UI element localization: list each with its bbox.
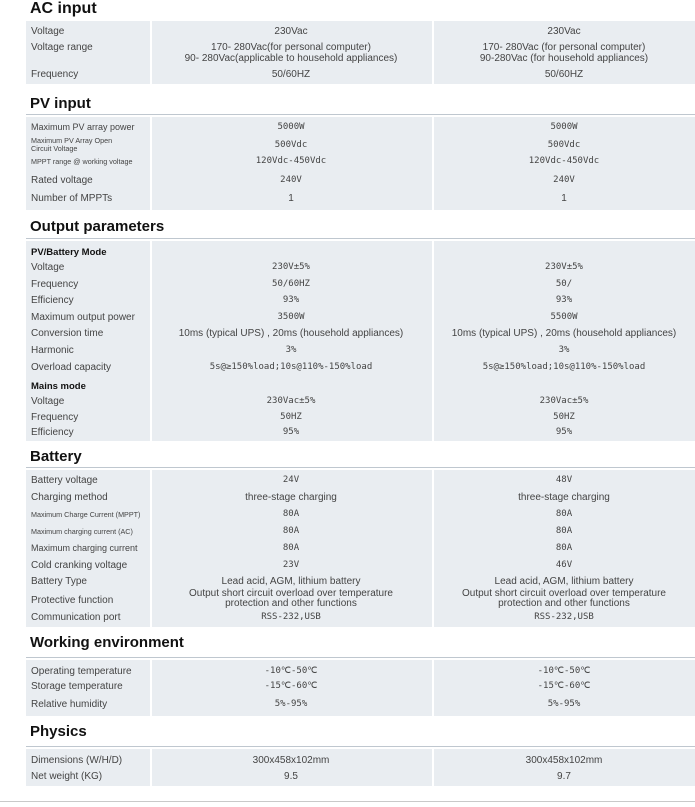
spec-value-col1: -15℃-60℃ [264, 681, 318, 691]
spec-label: Voltage [31, 396, 65, 407]
spec-value-col1: 10ms (typical UPS) , 20ms (household appliances) [178, 328, 404, 339]
subsection-title-pv-battery-mode: PV/Battery Mode [31, 247, 107, 258]
spec-value-col1: 93% [282, 295, 300, 305]
spec-label: Battery voltage [31, 475, 98, 486]
spec-label: Conversion time [31, 328, 104, 339]
spec-value-col1: 5s@≥150%load;10s@110%-150%load [209, 362, 373, 372]
spec-value-col1: 50/60HZ [271, 69, 311, 80]
spec-label: Maximum PV array power [31, 122, 135, 132]
spec-label: Number of MPPTs [31, 193, 113, 204]
section-title-pv-input: PV input [30, 95, 91, 112]
spec-label: Operating temperature [31, 666, 132, 677]
spec-label: Battery Type [31, 576, 87, 587]
spec-value-col1: -10℃-50℃ [264, 666, 318, 676]
spec-value-col2: RSS-232,USB [534, 612, 594, 622]
spec-label: Dimensions (W/H/D) [31, 755, 123, 766]
spec-value-col2 [433, 42, 695, 64]
spec-label: Frequency [31, 412, 79, 423]
spec-value-col1: 24V [282, 475, 300, 485]
footer-divider [0, 801, 695, 802]
spec-value-col2: 80A [555, 526, 573, 536]
spec-value-col1: 50HZ [280, 412, 302, 422]
spec-value-col2: 300x458x102mm [525, 755, 603, 766]
spec-value-col1: three-stage charging [245, 492, 337, 503]
spec-value-col2: 46V [555, 560, 573, 570]
section-title-battery: Battery [30, 448, 82, 465]
spec-value-col1: 240V [280, 175, 302, 185]
spec-value-col2: 80A [555, 509, 573, 519]
spec-value-col2: 240V [553, 175, 575, 185]
spec-value-col2 [433, 589, 695, 609]
spec-value-col1: 230V±5% [272, 262, 310, 272]
spec-value-col2: three-stage charging [518, 492, 610, 503]
spec-value-col1: 5%-95% [274, 699, 308, 709]
spec-value-col1: 5000W [277, 122, 305, 132]
spec-label: Voltage [31, 26, 65, 37]
spec-value-line1: Output short circuit overload over temperature [462, 588, 666, 599]
spec-label: Charging method [31, 492, 108, 503]
spec-value-col1: 230Vac [274, 26, 308, 37]
spec-label: Relative humidity [31, 699, 108, 710]
spec-value-col2: 230Vac [547, 26, 581, 37]
spec-value-col2: 230V±5% [545, 262, 583, 272]
spec-value-col2: 5500W [550, 312, 578, 322]
spec-value-col1: 500Vdc [274, 140, 308, 150]
section-title-working-environment: Working environment [30, 634, 184, 651]
spec-value-col1: 50/60HZ [272, 279, 310, 289]
section-title-output: Output parameters [30, 218, 165, 235]
spec-value-col1 [151, 42, 431, 64]
spec-value-col1: 300x458x102mm [252, 755, 330, 766]
section-title-ac-input: AC input [30, 0, 97, 17]
spec-label: Protective function [31, 595, 114, 606]
spec-value-col2: 230Vac±5% [539, 396, 589, 406]
spec-value-col2: -10℃-50℃ [537, 666, 591, 676]
spec-label: Maximum charging current (AC) [31, 527, 133, 536]
spec-value-col2: 80A [555, 543, 573, 553]
section-divider [26, 657, 695, 658]
spec-value-col2: 50HZ [553, 412, 575, 422]
spec-label: Voltage range [31, 42, 93, 53]
spec-value-col2: 93% [555, 295, 573, 305]
spec-value-line1: 170- 280Vac (for personal computer) [482, 42, 646, 53]
spec-value-col2: 5%-95% [547, 699, 581, 709]
spec-value-col1: 23V [282, 560, 300, 570]
spec-label: Efficiency [31, 427, 74, 438]
spec-value-col2: 5000W [550, 122, 578, 132]
spec-label: Rated voltage [31, 175, 93, 186]
spec-value-col2: 500Vdc [547, 140, 581, 150]
spec-value-col2: Lead acid, AGM, lithium battery [494, 576, 634, 587]
spec-label: Storage temperature [31, 681, 123, 692]
spec-label: Voltage [31, 262, 65, 273]
spec-value-col1: 80A [282, 543, 300, 553]
spec-value-col2: 50/ [555, 279, 573, 289]
spec-label: Efficiency [31, 295, 74, 306]
spec-value-col1: Lead acid, AGM, lithium battery [221, 576, 361, 587]
section-divider [26, 238, 695, 239]
spec-label: Frequency [31, 279, 79, 290]
spec-value-col1 [151, 589, 431, 609]
spec-value-col1: 3% [285, 345, 297, 355]
spec-value-col2: 95% [555, 427, 573, 437]
spec-label: MPPT range @ working voltage [31, 157, 133, 166]
spec-value-col2: 48V [555, 475, 573, 485]
spec-label: Harmonic [31, 345, 74, 356]
spec-label [31, 137, 112, 153]
spec-value-col2: 5s@≥150%load;10s@110%-150%load [482, 362, 646, 372]
section-divider [26, 746, 695, 747]
spec-value-col2: -15℃-60℃ [537, 681, 591, 691]
spec-value-col1: 80A [282, 526, 300, 536]
spec-value-col1: 120Vdc-450Vdc [255, 156, 327, 166]
spec-value-col2: 3% [558, 345, 570, 355]
spec-value-col2: 10ms (typical UPS) , 20ms (household appliances) [451, 328, 677, 339]
spec-value-col1: RSS-232,USB [261, 612, 321, 622]
spec-value-col1: 95% [282, 427, 300, 437]
spec-value-col2: 50/60HZ [544, 69, 584, 80]
spec-value-line1: 170- 280Vac(for personal computer) [211, 42, 371, 53]
spec-label: Overload capacity [31, 362, 112, 373]
spec-label: Maximum Charge Current (MPPT) [31, 510, 141, 519]
spec-value-col1: 80A [282, 509, 300, 519]
spec-value-col1: 3500W [277, 312, 305, 322]
spec-value-line2: protection and other functions [225, 598, 357, 609]
section-title-physics: Physics [30, 723, 87, 740]
subsection-title-mains-mode: Mains mode [31, 381, 86, 392]
spec-value-line2: 90- 280Vac(applicable to household appliances) [184, 53, 398, 64]
spec-label: Cold cranking voltage [31, 560, 128, 571]
spec-value-col2: 1 [561, 193, 567, 204]
spec-label: Net weight (KG) [31, 771, 103, 782]
spec-label-line1: Maximum PV Array Open [31, 136, 113, 145]
spec-label: Frequency [31, 69, 79, 80]
section-divider [26, 114, 695, 115]
spec-label: Maximum charging current [31, 543, 138, 553]
spec-label: Communication port [31, 612, 121, 623]
spec-value-col2: 120Vdc-450Vdc [528, 156, 600, 166]
spec-value-col2: 9.7 [557, 771, 571, 782]
spec-value-col1: 9.5 [284, 771, 298, 782]
spec-label-line2: Circuit Voltage [31, 144, 78, 153]
spec-label: Maximum output power [31, 312, 135, 323]
section-divider [26, 467, 695, 468]
spec-value-line2: 90-280Vac (for household appliances) [479, 53, 649, 64]
spec-value-col1: 1 [288, 193, 294, 204]
spec-value-line2: protection and other functions [498, 598, 630, 609]
spec-value-col1: 230Vac±5% [266, 396, 316, 406]
spec-value-line1: Output short circuit overload over temperature [189, 588, 393, 599]
